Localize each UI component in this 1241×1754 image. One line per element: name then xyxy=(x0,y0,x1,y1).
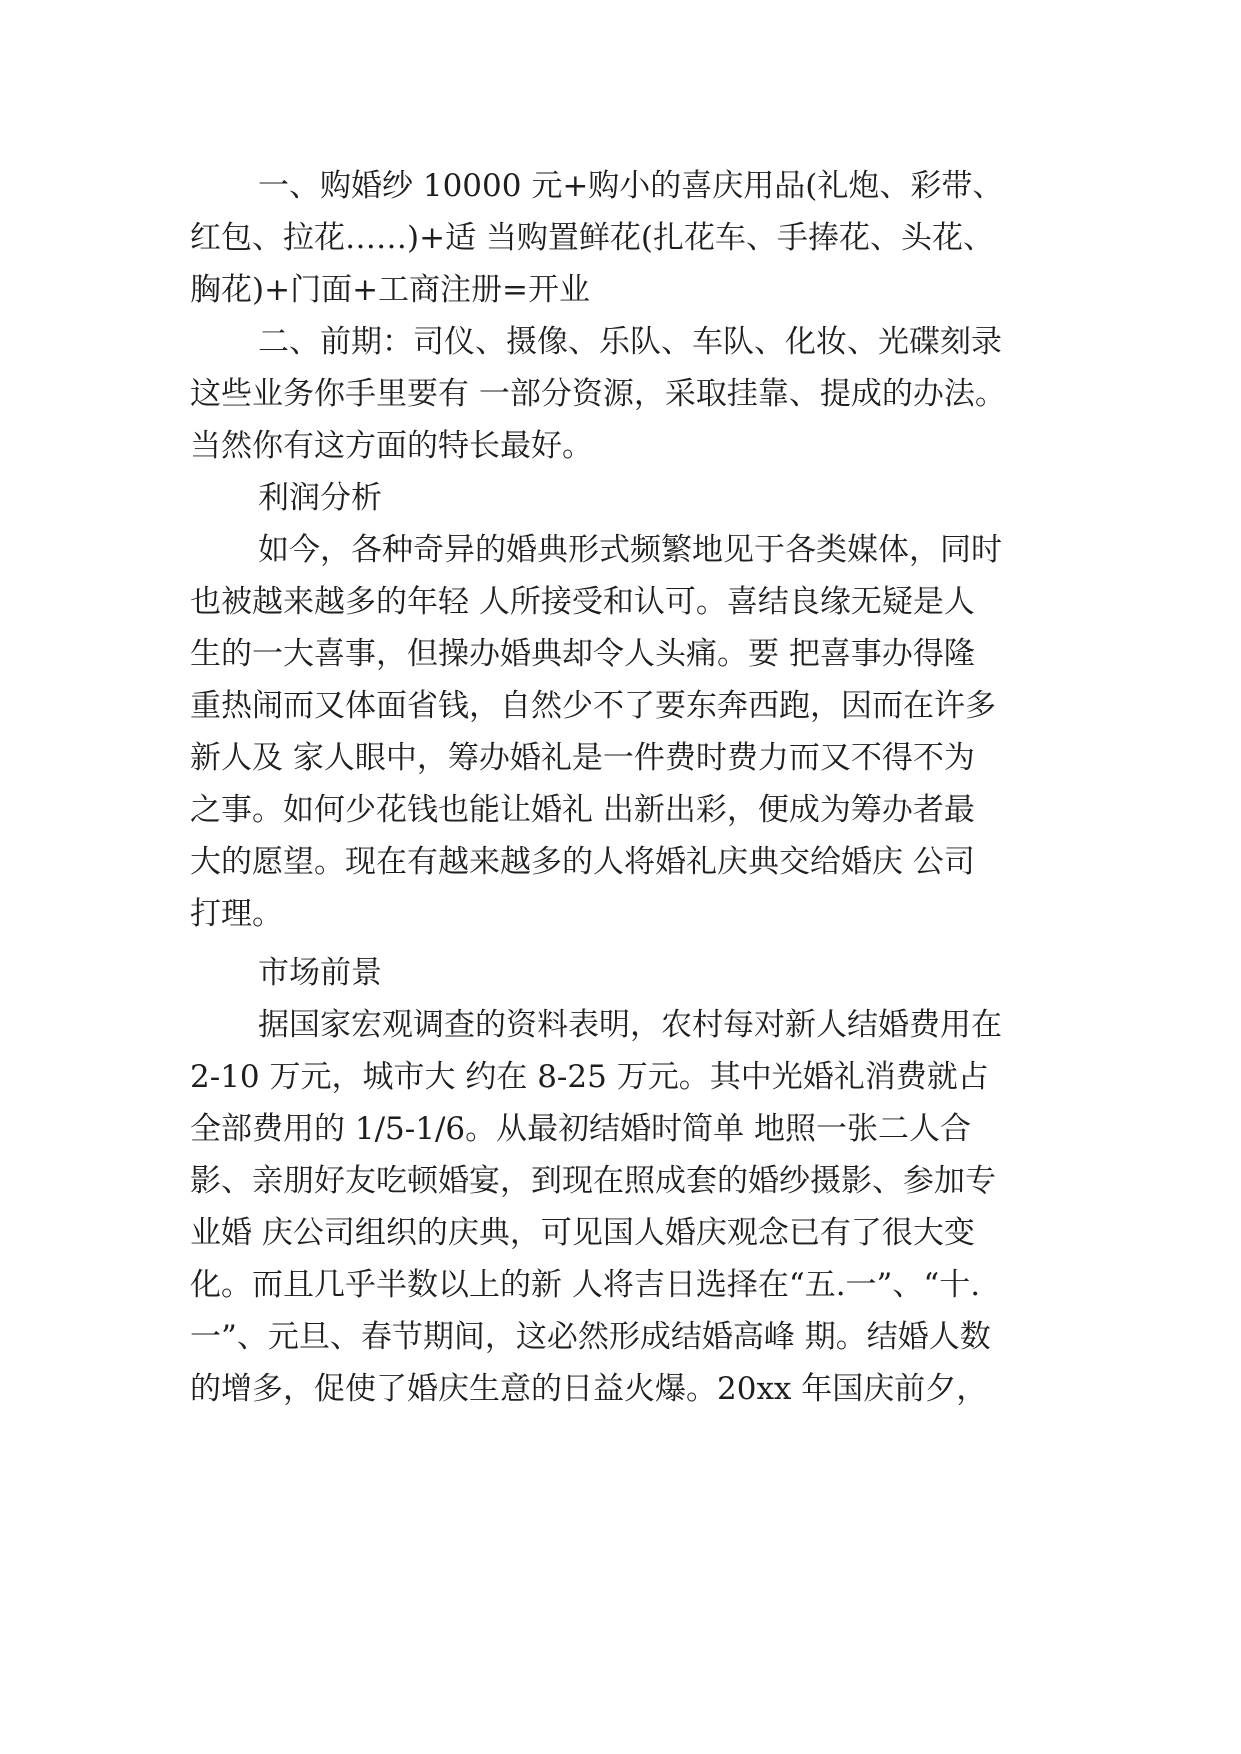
paragraph-3-line-1: 如今，各种奇异的婚典形式频繁地见于各类媒体，同时 xyxy=(258,532,1002,568)
document-body xyxy=(190,160,1070,1415)
paragraph-3-line-4: 重热闹而又体面省钱，自然少不了要东奔西跑，因而在许多 xyxy=(190,688,996,724)
paragraph-3-line-8: 打理。 xyxy=(190,896,283,932)
paragraph-2-line-2: 这些业务你手里要有 一部分资源，采取挂靠、提成的办法。 xyxy=(190,376,1006,412)
paragraph-3-line-2: 也被越来越多的年轻 人所接受和认可。喜结良缘无疑是人 xyxy=(190,584,975,620)
paragraph-4-line-7: 一”、元旦、春节期间，这必然形成结婚高峰 期。结婚人数 xyxy=(190,1319,991,1355)
paragraph-4-line-1: 据国家宏观调查的资料表明，农村每对新人结婚费用在 xyxy=(258,1007,1002,1043)
paragraph-3-line-7: 大的愿望。现在有越来越多的人将婚礼庆典交给婚庆 公司 xyxy=(190,844,975,880)
paragraph-4-line-4: 影、亲朋好友吃顿婚宴，到现在照成套的婚纱摄影、参加专 xyxy=(190,1163,996,1199)
paragraph-4-line-2: 2-10 万元，城市大 约在 8-25 万元。其中光婚礼消费就占 xyxy=(190,1059,989,1095)
section-heading-profit-analysis: 利润分析 xyxy=(258,480,382,516)
paragraph-4-line-8: 的增多，促使了婚庆生意的日益火爆。20xx 年国庆前夕， xyxy=(190,1371,988,1407)
paragraph-1-line-3: 胸花)+门面+工商注册=开业 xyxy=(190,272,591,308)
paragraph-4-line-3: 全部费用的 1/5-1/6。从最初结婚时简单 地照一张二人合 xyxy=(190,1111,971,1147)
paragraph-3-line-3: 生的一大喜事，但操办婚典却令人头痛。要 把喜事办得隆 xyxy=(190,636,975,672)
section-heading-market-outlook: 市场前景 xyxy=(258,955,382,991)
paragraph-4-line-5: 业婚 庆公司组织的庆典，可见国人婚庆观念已有了很大变 xyxy=(190,1215,975,1251)
paragraph-3-line-6: 之事。如何少花钱也能让婚礼 出新出彩，便成为筹办者最 xyxy=(190,792,975,828)
paragraph-3-line-5: 新人及 家人眼中，筹办婚礼是一件费时费力而又不得不为 xyxy=(190,740,975,776)
paragraph-2-line-3: 当然你有这方面的特长最好。 xyxy=(190,428,593,464)
paragraph-1-line-1: 一、购婚纱 10000 元+购小的喜庆用品(礼炮、彩带、 xyxy=(258,168,1004,204)
paragraph-2-line-1: 二、前期：司仪、摄像、乐队、车队、化妆、光碟刻录 xyxy=(258,324,1002,360)
paragraph-1-line-2: 红包、拉花……)+适 当购置鲜花(扎花车、手捧花、头花、 xyxy=(190,220,995,256)
paragraph-4-line-6: 化。而且几乎半数以上的新 人将吉日选择在“五.一”、“十. xyxy=(190,1267,981,1303)
